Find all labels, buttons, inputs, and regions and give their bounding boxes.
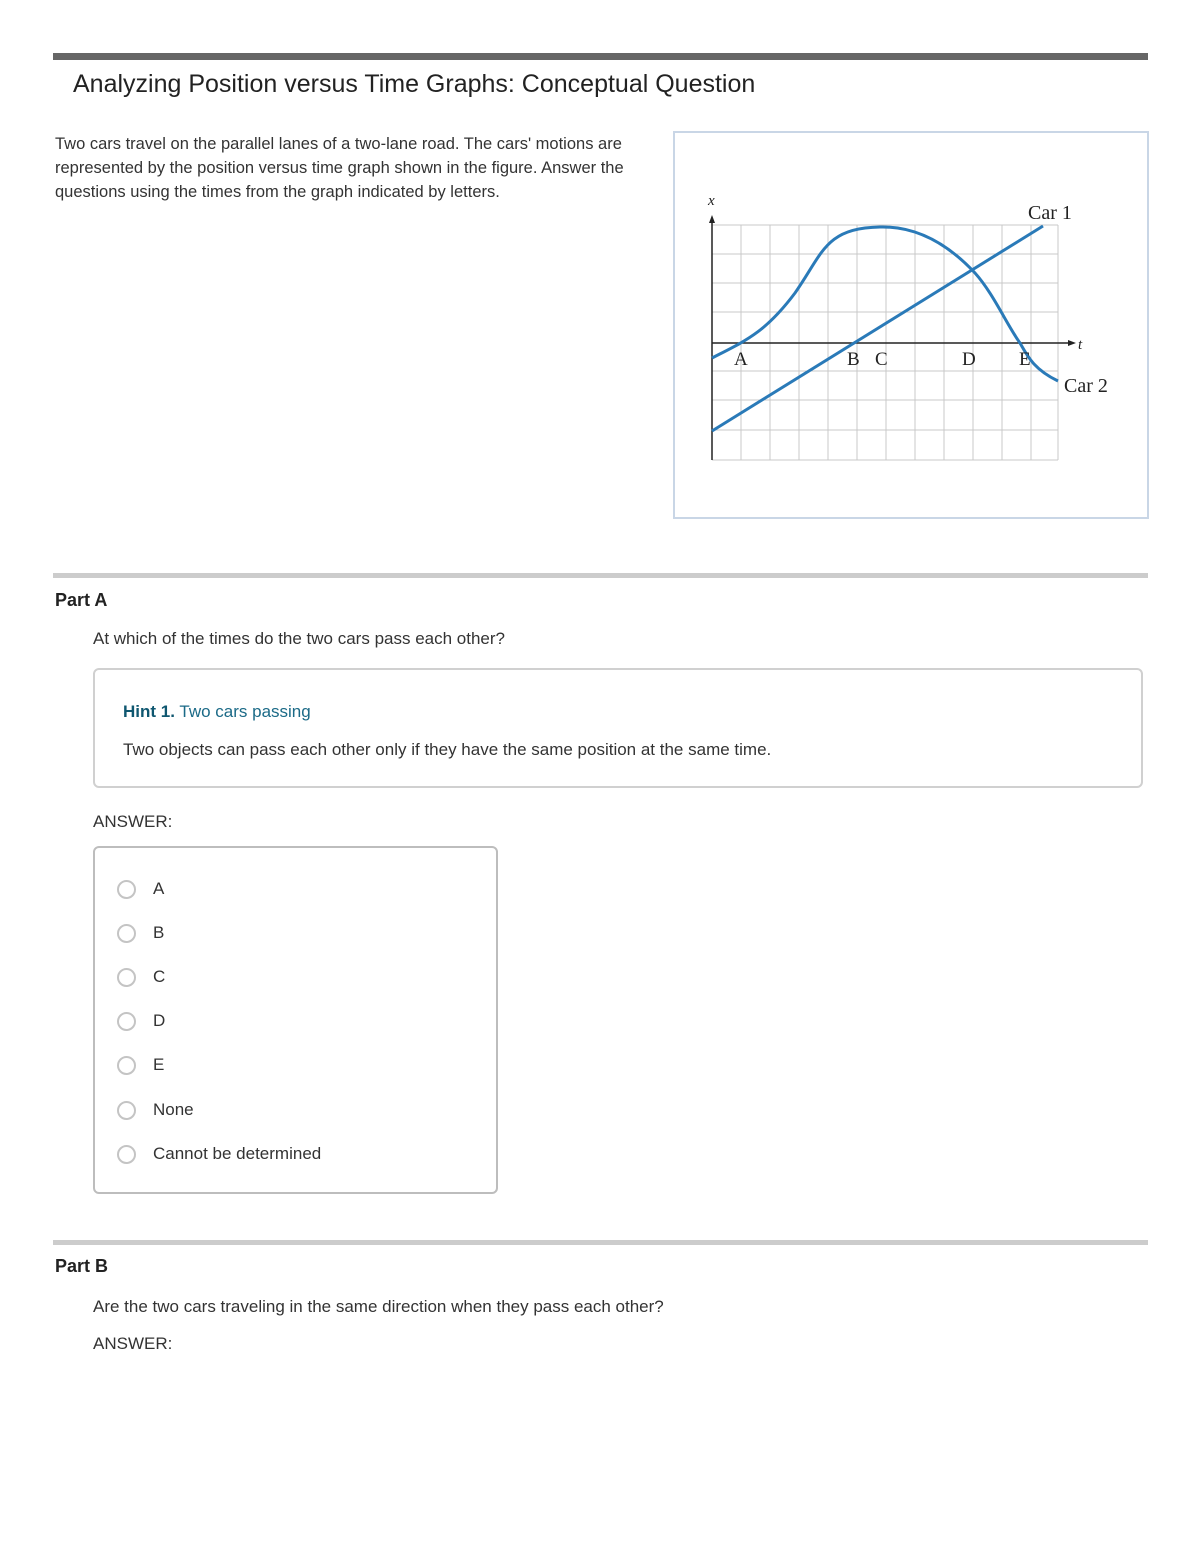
- part-b-title: Part B: [55, 1256, 109, 1276]
- option-label: A: [153, 879, 165, 898]
- time-label-e: E: [1019, 349, 1031, 370]
- hint-text: Two objects can pass each other only if they have the same position at the same time.: [123, 740, 772, 759]
- position-time-graph: [675, 133, 1147, 517]
- radio-button[interactable]: [117, 1145, 136, 1164]
- page-title: Analyzing Position versus Time Graphs: Conceptual Question: [73, 70, 756, 98]
- x-axis-arrow: [709, 215, 715, 223]
- car1-label: Car 1: [1028, 202, 1072, 224]
- t-axis-label: t: [1078, 337, 1083, 353]
- part-b-rule: [53, 1240, 1148, 1245]
- part-a-question: At which of the times do the two cars pass each other?: [93, 629, 505, 648]
- hint-box[interactable]: [93, 668, 1143, 788]
- radio-button[interactable]: [117, 924, 136, 943]
- option-label: None: [153, 1100, 194, 1119]
- radio-button[interactable]: [117, 1012, 136, 1031]
- top-rule: [53, 53, 1148, 60]
- time-label-d: D: [962, 349, 976, 370]
- option-label: Cannot be determined: [153, 1144, 322, 1163]
- part-a-rule: [53, 573, 1148, 578]
- t-axis-arrow: [1068, 340, 1076, 346]
- hint-title[interactable]: [123, 702, 311, 722]
- part-b-answer-label: ANSWER:: [93, 1334, 173, 1353]
- x-axis-label: x: [708, 193, 715, 209]
- position-time-figure: [673, 131, 1149, 519]
- part-a-title: Part A: [55, 590, 108, 610]
- option-label: E: [153, 1055, 165, 1074]
- hint-title-text: Two cars passing: [179, 702, 311, 721]
- radio-button[interactable]: [117, 1101, 136, 1120]
- option-label: B: [153, 923, 165, 942]
- radio-button[interactable]: [117, 968, 136, 987]
- car2-label: Car 2: [1064, 375, 1108, 397]
- radio-button[interactable]: [117, 880, 136, 899]
- hint-number: Hint 1.: [123, 702, 175, 721]
- option-label: C: [153, 967, 166, 986]
- part-b-question: Are the two cars traveling in the same direction when they pass each other?: [93, 1297, 664, 1316]
- part-a-answer-label: ANSWER:: [93, 812, 173, 831]
- time-label-b: B: [847, 349, 860, 370]
- time-label-c: C: [875, 349, 888, 370]
- problem-intro: Two cars travel on the parallel lanes of a two-lane road. The cars' motions are represented by the position versus time graph shown in the figure. Answer the questions using the times from the graph indicated by letters.: [55, 135, 624, 201]
- option-label: D: [153, 1011, 166, 1030]
- radio-button[interactable]: [117, 1056, 136, 1075]
- answer-options-box: [93, 846, 498, 1194]
- time-label-a: A: [734, 349, 748, 370]
